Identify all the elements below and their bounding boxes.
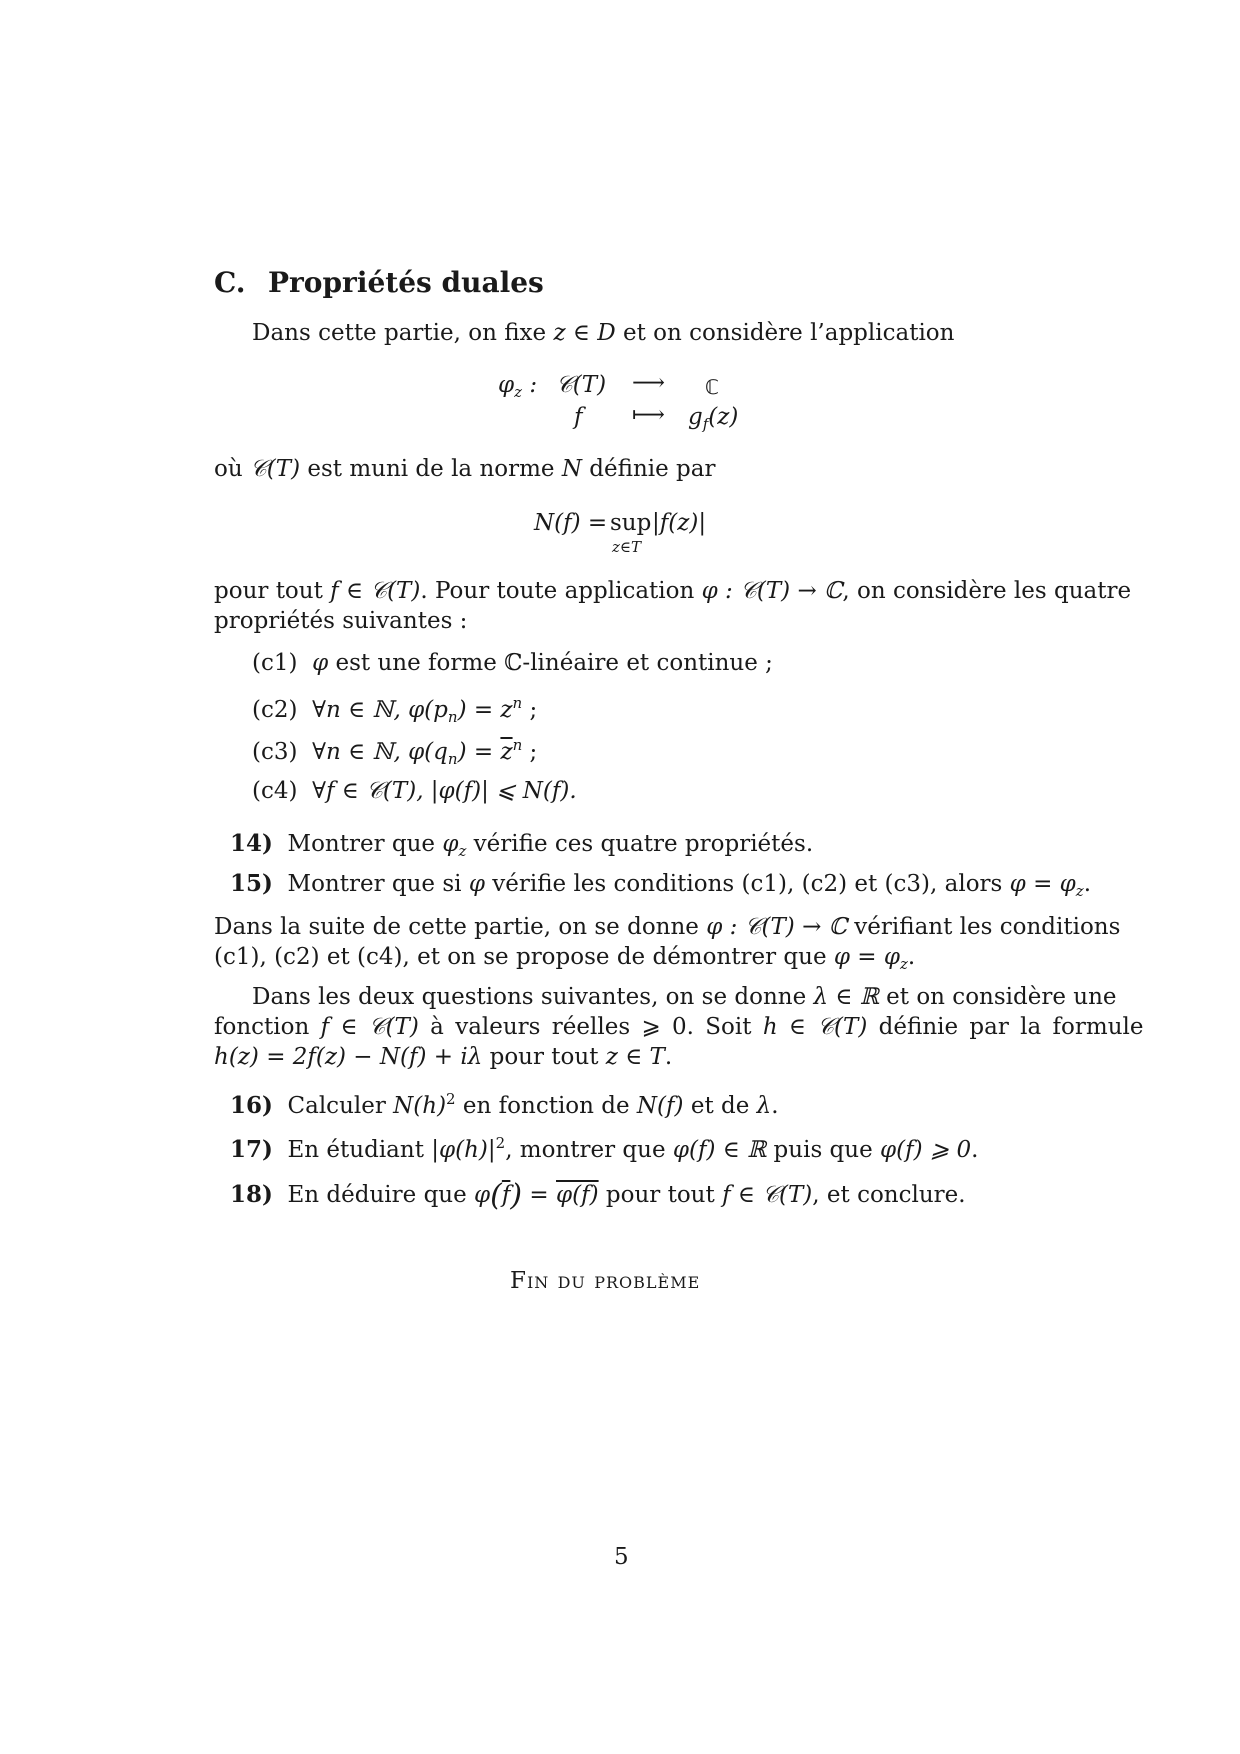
- condition-c2: (c2) ∀n ∈ ℕ, $\varphi(p_n) = z^n$ ;: [252, 694, 538, 726]
- props-intro-line2: propriétés suivantes :: [214, 608, 468, 634]
- question-17: 17) En étudiant $|\varphi(h)|^2$, montrer que φ(f) ∈ ℝ puis que φ(f) ⩾ 0.: [230, 1134, 979, 1163]
- section-number: C.: [214, 266, 246, 299]
- question-18: 18) En déduire que $\varphi(\overline{f}) = \varphi(f)$ pour tout f ∈ 𝒞(T), et conclure.: [230, 1178, 966, 1213]
- para2-line3: h(z) = 2f(z) − N(f) + iλ pour tout z ∈ T.: [214, 1044, 673, 1070]
- norm-intro: où 𝒞(T) est muni de la norme N définie par: [214, 456, 716, 482]
- question-16: 16) Calculer $N(h)^2$ en fonction de N(f) et de λ.: [230, 1090, 779, 1119]
- condition-c3: (c3) ∀n ∈ ℕ, $\varphi(q_n) = \overline{z}^n$ ;: [252, 736, 538, 768]
- page-number: 5: [614, 1544, 629, 1570]
- question-15: 15) Montrer que si φ vérifie les conditions (c1), (c2) et (c3), alors $\varphi = \varphi_z$.: [230, 870, 1091, 900]
- section-title: Propriétés duales: [268, 266, 544, 299]
- end-of-problem: Fin du problème: [510, 1268, 701, 1294]
- condition-c4: (c4) ∀f ∈ 𝒞(T), |φ(f)| ⩽ N(f).: [252, 778, 577, 804]
- props-intro-line1: pour tout f ∈ 𝒞(T). Pour toute application φ : 𝒞(T) → ℂ, on considère les quatre: [214, 578, 1132, 604]
- condition-c1: (c1) φ est une forme ℂ-linéaire et continue ;: [252, 650, 773, 676]
- para2-line1: Dans les deux questions suivantes, on se donne λ ∈ ℝ et on considère une: [252, 984, 1117, 1010]
- suite-line2: (c1), (c2) et (c4), et on se propose de démontrer que $\varphi = \varphi_z$.: [214, 944, 916, 973]
- section-heading: [214, 266, 544, 299]
- question-14: 14) Montrer que $\varphi_z$ vérifie ces quatre propriétés.: [230, 830, 814, 860]
- intro-paragraph: Dans cette partie, on fixe z ∈ D et on considère l’application: [252, 320, 955, 346]
- para2-line2: fonction f ∈ 𝒞(T) à valeurs réelles ⩾ 0. Soit h ∈ 𝒞(T) définie par la formule: [214, 1014, 1144, 1040]
- suite-line1: Dans la suite de cette partie, on se donne φ : 𝒞(T) → ℂ vérifiant les conditions: [214, 914, 1121, 940]
